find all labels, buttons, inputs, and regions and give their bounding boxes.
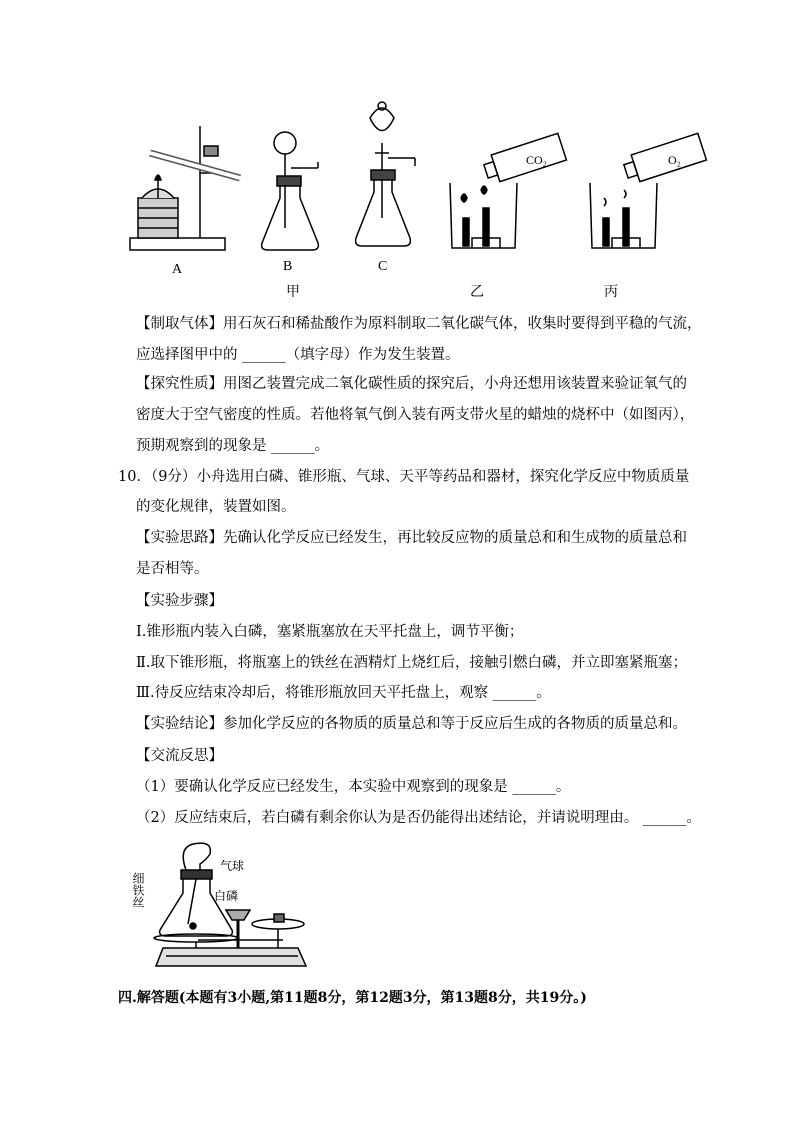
reflection-2: （2）反应结束后，若白磷有剩余你认为是否仍能得出述结论，并请说明理由。 ______。 xyxy=(136,810,701,826)
group-label-yi: 乙 xyxy=(470,284,484,300)
apparatus-figure xyxy=(120,98,720,308)
text-line-3: 【探究性质】用图乙装置完成二氧化碳性质的探究后，小舟还想用该装置来验证氧气的 xyxy=(136,376,687,392)
apparatus-b xyxy=(262,132,319,250)
beaker-yi xyxy=(450,133,566,248)
text-line-2: 应选择图甲中的 ______（填字母）作为发生装置。 xyxy=(136,347,460,363)
apparatus-a xyxy=(130,126,240,250)
bottle-label-co2: CO₂ xyxy=(526,153,547,167)
label-c: C xyxy=(378,259,388,274)
bottle-label-o2: O₂ xyxy=(668,153,681,167)
label-white-phosphorus: 白磷 xyxy=(214,889,239,903)
step-3: Ⅲ.待反应结束冷却后，将锥形瓶放回天平托盘上，观察 ______。 xyxy=(136,685,551,701)
text-line-10: 【实验步骤】 xyxy=(136,593,223,609)
beaker-bing xyxy=(590,133,706,248)
text-line-4: 密度大于空气密度的性质。若他将氧气倒入装有两支带火星的蜡烛的烧杯中（如图丙）， xyxy=(136,407,695,423)
text-line-9: 是否相等。 xyxy=(136,561,209,577)
group-label-jia: 甲 xyxy=(286,284,300,300)
step-2: Ⅱ.取下锥形瓶，将瓶塞上的铁丝在酒精灯上烧红后，接触引燃白磷，并立即塞紧瓶塞； xyxy=(136,655,687,671)
label-balloon: 气球 xyxy=(220,859,245,873)
label-iron-wire: 细铁丝 xyxy=(131,872,145,908)
step-1: Ⅰ.锥形瓶内装入白磷，塞紧瓶塞放在天平托盘上，调节平衡； xyxy=(136,624,524,640)
text-line-8: 【实验思路】先确认化学反应已经发生，再比较反应物的质量总和和生成物的质量总和 xyxy=(136,530,687,546)
text-line-1: 【制取气体】用石灰石和稀盐酸作为原料制取二氧化碳气体，收集时要得到平稳的气流， xyxy=(136,316,702,332)
balance-figure xyxy=(131,838,310,978)
label-b: B xyxy=(283,259,293,274)
label-a: A xyxy=(172,262,183,277)
group-label-bing: 丙 xyxy=(604,284,618,300)
question-10-line-2: 的变化规律，装置如图。 xyxy=(136,499,296,515)
apparatus-c xyxy=(356,102,415,246)
text-line-5: 预期观察到的现象是 ______。 xyxy=(136,438,330,454)
text-line-15: 【交流反思】 xyxy=(136,748,223,764)
question-10-line-1: 10．（9分）小舟选用白磷、锥形瓶、气球、天平等药品和器材，探究化学反应中物质质量 xyxy=(118,469,690,485)
text-line-14: 【实验结论】参加化学反应的各物质的质量总和等于反应后生成的各物质的质量总和。 xyxy=(136,716,687,732)
reflection-1: （1）要确认化学反应已经发生，本实验中观察到的现象是 ______。 xyxy=(136,779,571,795)
section-heading: 四.解答题(本题有3小题,第11题8分，第12题3分，第13题8分，共19分。) xyxy=(118,990,587,1006)
